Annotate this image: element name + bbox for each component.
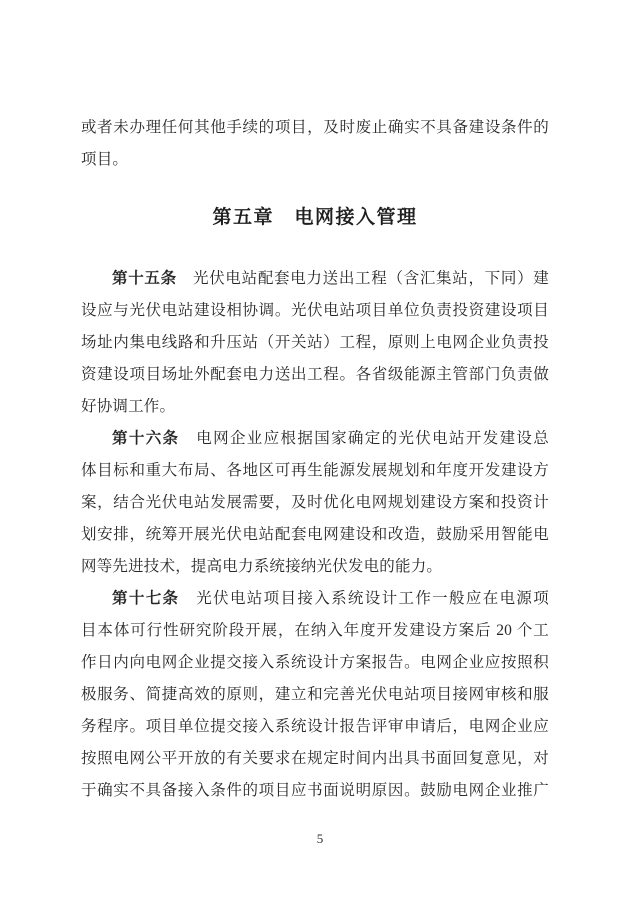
text-line: 资建设项目场址外配套电力送出工程。各省级能源主管部门负责做 (81, 366, 549, 383)
text-line: 体目标和重大布局、各地区可再生能源发展规划和年度开发建设方 (81, 462, 549, 479)
article-17 (81, 583, 549, 807)
intro-paragraph (81, 112, 549, 176)
article-15 (81, 263, 549, 423)
text-line: 网等先进技术，提高电力系统接纳光伏发电的能力。 (81, 558, 443, 575)
text-line: 划安排，统筹开展光伏电站配套电网建设和改造，鼓励采用智能电 (81, 526, 549, 543)
text-line: 作日内向电网企业提交接入系统设计方案报告。电网企业应按照积 (81, 654, 549, 671)
text-line: 设应与光伏电站建设相协调。光伏电站项目单位负责投资建设项目 (81, 302, 549, 319)
page-number: 5 (316, 831, 324, 846)
text-line: 目本体可行性研究阶段开展，在纳入年度开发建设方案后 20 个工 (81, 622, 549, 639)
text-line: 第十五条 光伏电站配套电力送出工程（含汇集站，下同）建 (112, 270, 549, 287)
article-16 (81, 423, 549, 583)
text-line: 场址内集电线路和升压站（开关站）工程，原则上电网企业负责投 (81, 334, 549, 351)
text-line: 项目。 (81, 151, 129, 168)
text-line: 务程序。项目单位提交接入系统设计报告评审申请后，电网企业应 (81, 718, 549, 735)
text-line: 案，结合光伏电站发展需要，及时优化电网规划建设方案和投资计 (81, 494, 549, 511)
chapter-heading: 第五章 电网接入管理 (212, 207, 418, 228)
text-line: 按照电网公平开放的有关要求在规定时间内出具书面回复意见，对 (81, 750, 549, 767)
text-line: 极服务、简捷高效的原则，建立和完善光伏电站项目接网审核和服 (81, 686, 549, 703)
text-line: 于确实不具备接入条件的项目应书面说明原因。鼓励电网企业推广 (81, 782, 549, 799)
text-line: 第十六条 电网企业应根据国家确定的光伏电站开发建设总 (112, 430, 549, 447)
article-number: 第十六条 (112, 430, 180, 447)
document-body (81, 112, 549, 807)
article-number: 第十七条 (112, 590, 180, 607)
article-number: 第十五条 (112, 270, 177, 287)
text-line: 或者未办理任何其他手续的项目，及时废止确实不具备建设条件的 (81, 119, 549, 136)
text-line: 第十七条 光伏电站项目接入系统设计工作一般应在电源项 (112, 590, 549, 607)
text-line: 好协调工作。 (81, 398, 176, 415)
